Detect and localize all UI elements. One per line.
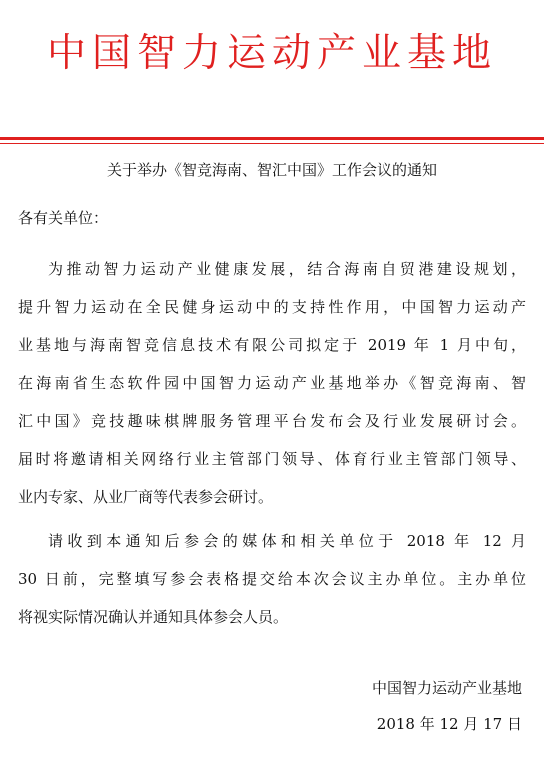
salutation: 各有关单位： bbox=[18, 209, 109, 227]
paragraph-line: 汇中国》竞技趣味棋牌服务管理平台发布会及行业发展研讨会。 bbox=[18, 412, 526, 430]
signature-date: 2018 年 12 月 17 日 bbox=[376, 715, 522, 733]
paragraph-line: 为推动智力运动产业健康发展，结合海南自贸港建设规划， bbox=[48, 260, 526, 278]
paragraph-line: 业内专家、从业厂商等代表参会研讨。 bbox=[18, 488, 274, 506]
signature-org: 中国智力运动产业基地 bbox=[371, 679, 522, 697]
paragraph-line: 将视实际情况确认并通知具体参会人员。 bbox=[18, 608, 289, 626]
org-header-title: 中国智力运动产业基地 bbox=[46, 31, 497, 76]
paragraph-line: 届时将邀请相关网络行业主管部门领导、体育行业主管部门领导、 bbox=[18, 450, 526, 468]
paragraph-line: 30 日前，完整填写参会表格提交给本次会议主办单位。主办单位 bbox=[18, 570, 526, 588]
paragraph-line: 请收到本通知后参会的媒体和相关单位于 2018 年 12 月 bbox=[48, 532, 526, 550]
paragraph-line: 业基地与海南智竞信息技术有限公司拟定于 2019 年 1 月中旬， bbox=[18, 336, 526, 354]
paragraph-line: 在海南省生态软件园中国智力运动产业基地举办《智竞海南、智 bbox=[18, 374, 526, 392]
header-rule-thin bbox=[0, 143, 544, 144]
notice-title: 关于举办《智竞海南、智汇中国》工作会议的通知 bbox=[106, 161, 437, 179]
paragraph-line: 提升智力运动在全民健身运动中的支持性作用，中国智力运动产 bbox=[18, 298, 526, 316]
header-rule-thick bbox=[0, 137, 544, 140]
